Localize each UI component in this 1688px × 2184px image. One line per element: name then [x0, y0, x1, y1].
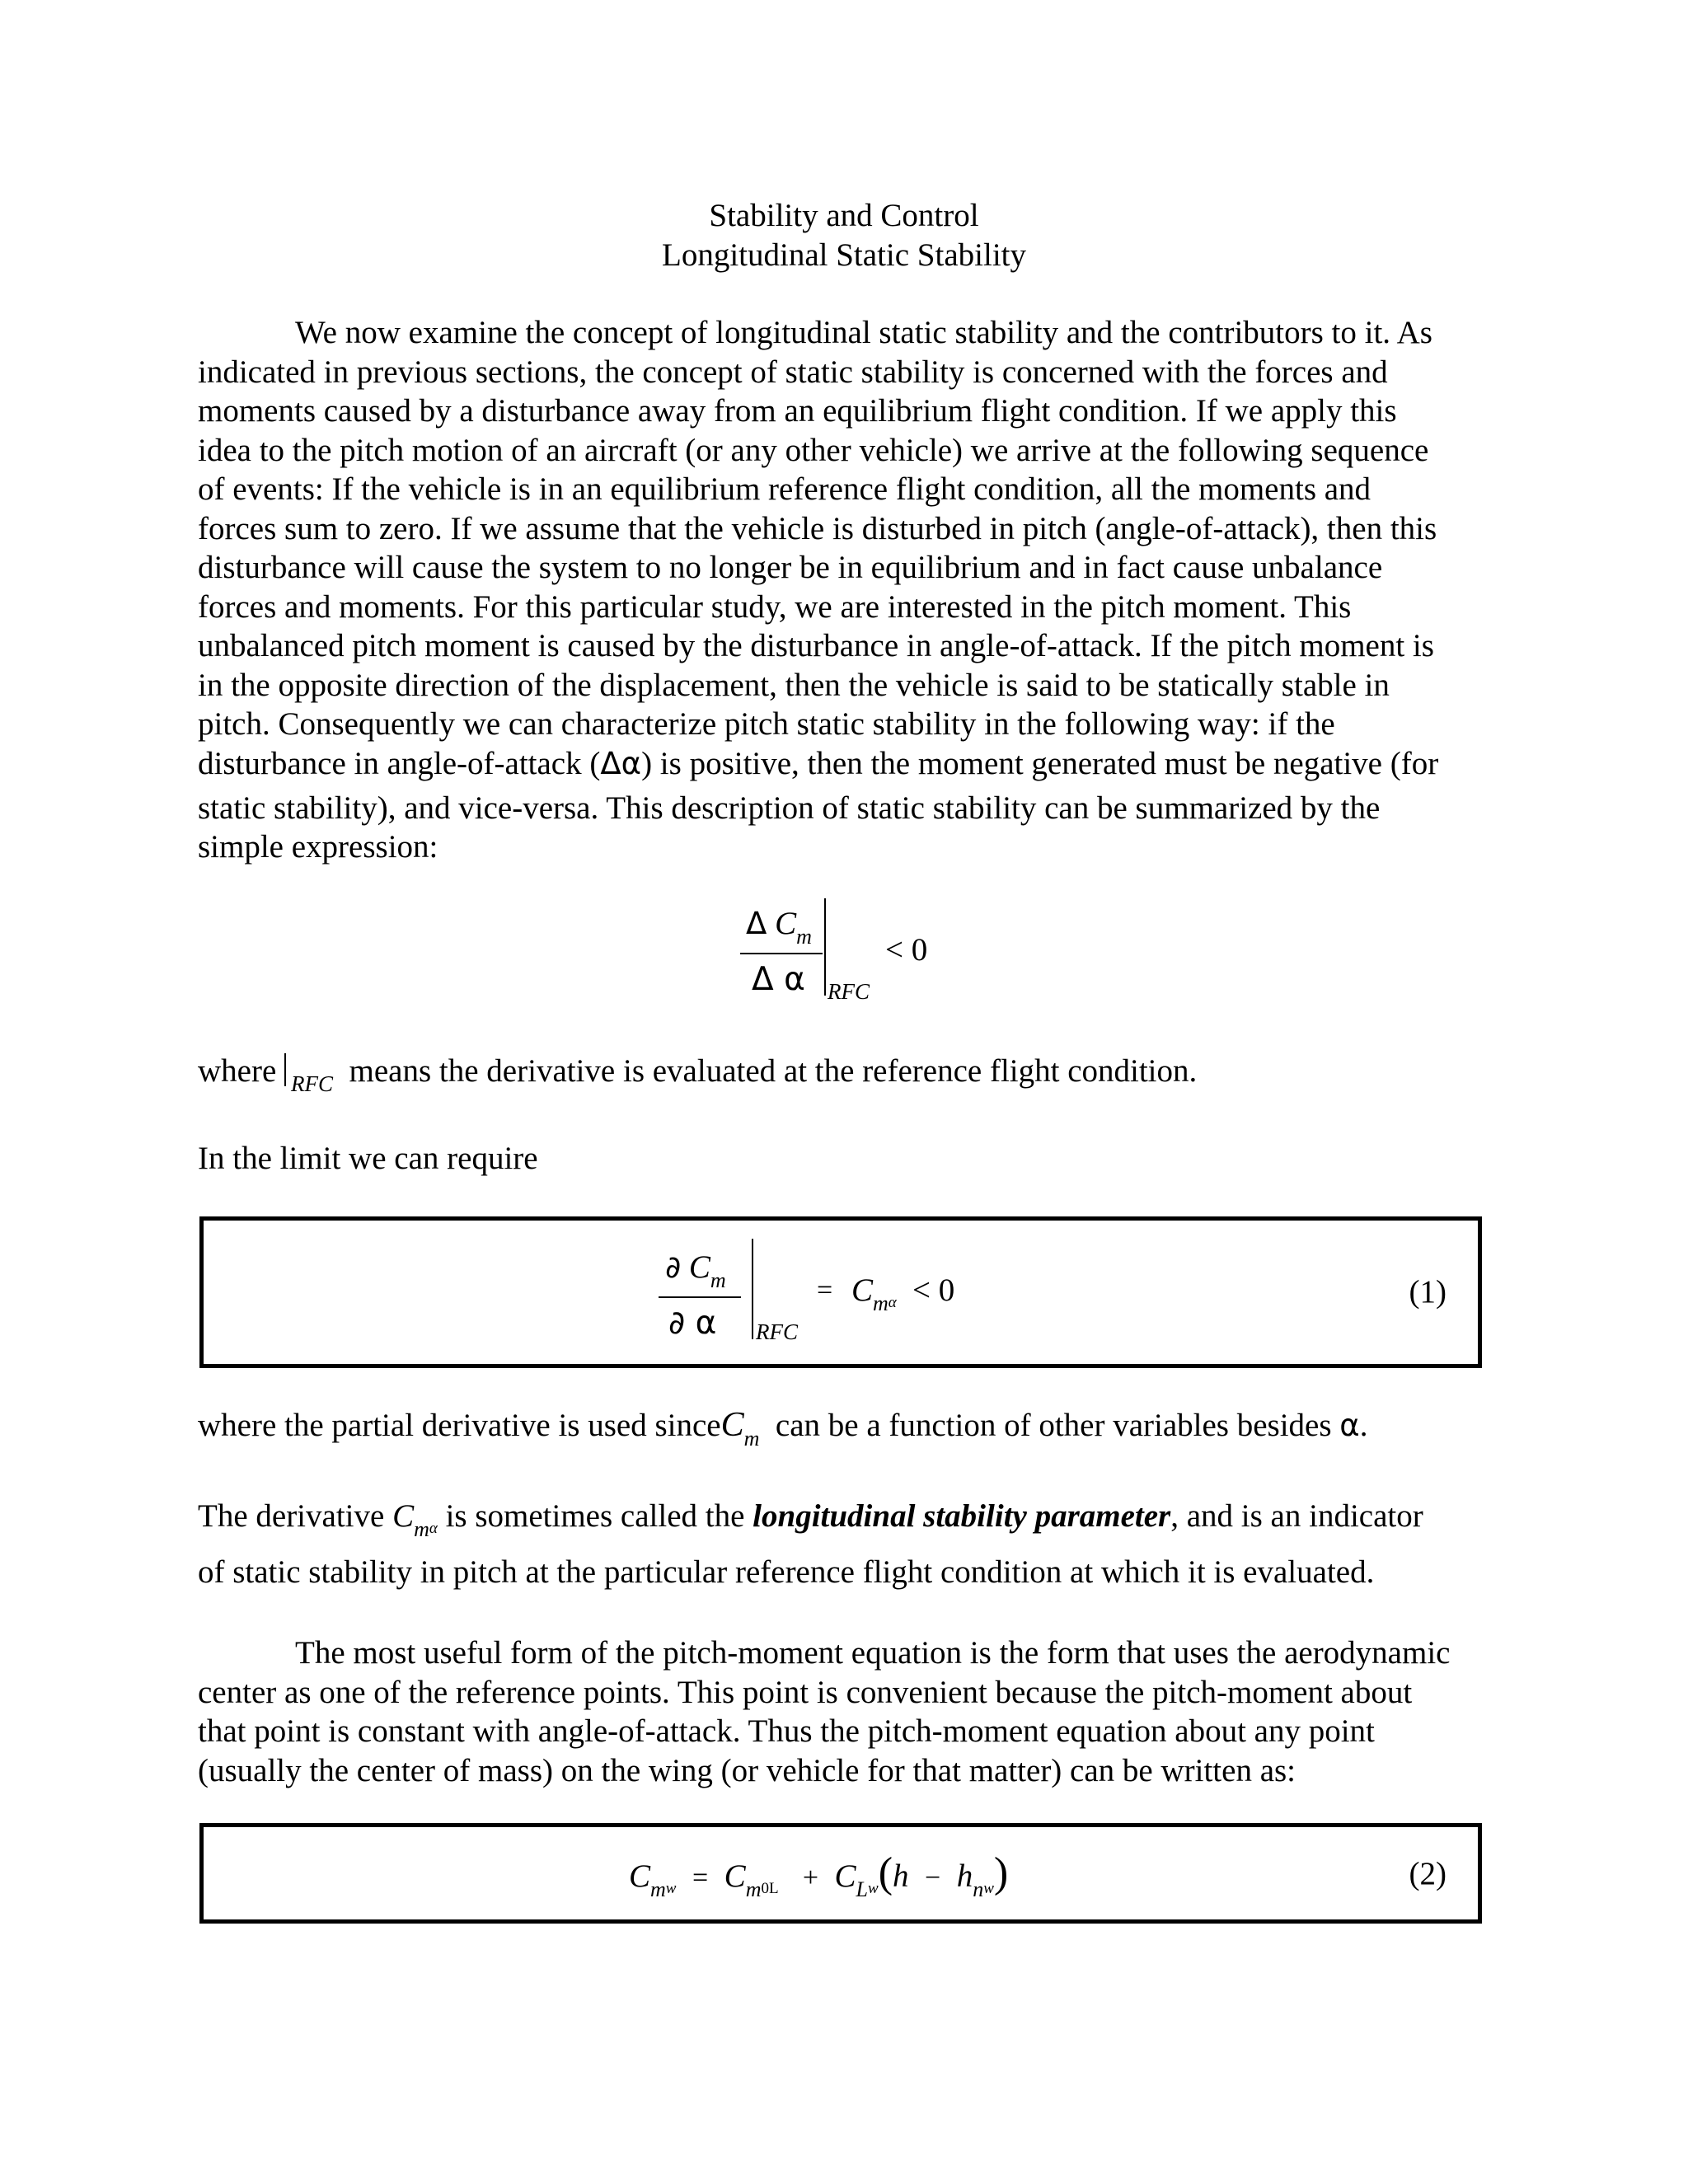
equation-number: (2)	[1409, 1856, 1447, 1891]
fraction-bar	[740, 953, 823, 954]
evaluation-bar	[824, 898, 826, 996]
subscript: n	[973, 1877, 984, 1901]
fraction-denominator: Δ α	[752, 961, 805, 998]
evaluation-bar	[284, 1053, 286, 1086]
sub-subscript: 0L	[761, 1880, 779, 1897]
paragraph-line: forces and moments. For this particular study, we are interested in the pitch moment. This	[198, 588, 1352, 625]
text-run: ) is positive, then the moment generated must be negative (for	[641, 745, 1439, 781]
paragraph-line: (usually the center of mass) on the wing (or vehicle for that matter) can be written as:	[198, 1752, 1296, 1788]
paragraph-line: static stability), and vice-versa. This description of static stability can be summarized by the	[198, 790, 1381, 826]
partial-derivative-note	[198, 1406, 1484, 1459]
sub-subscript: w	[868, 1880, 879, 1897]
inequality: < 0	[885, 932, 928, 968]
emphasized-term: longitudinal stability parameter	[753, 1498, 1171, 1534]
document-subtitle: Longitudinal Static Stability	[662, 237, 1026, 273]
sub-subscript: w	[665, 1880, 677, 1897]
equation-1-box	[199, 1216, 1482, 1368]
equals-sign: =	[692, 1863, 709, 1893]
fraction-denominator: ∂ α	[668, 1305, 717, 1342]
stability-parameter-paragraph	[198, 1497, 1484, 1592]
variable: C	[834, 1858, 856, 1894]
pitch-moment-equation	[629, 1849, 1008, 1902]
right-paren: )	[993, 1849, 1009, 1896]
intro-paragraph	[198, 313, 1484, 867]
partial-symbol: ∂	[665, 1249, 682, 1285]
text-run: can be a function of other variables besides	[775, 1408, 1332, 1443]
evaluation-subscript: RFC	[828, 979, 870, 1004]
variable: C	[851, 1272, 874, 1308]
paragraph-line: of events: If the vehicle is in an equilibrium reference flight condition, all the moments and	[198, 471, 1372, 507]
fraction-numerator	[746, 905, 812, 949]
subscript: m	[710, 1268, 726, 1292]
paragraph-line: pitch. Consequently we can characterize pitch static stability in the following way: if the	[198, 706, 1335, 742]
paragraph-line: simple expression:	[198, 829, 438, 865]
equation-number: (1)	[1409, 1274, 1447, 1310]
variable: h	[893, 1858, 909, 1894]
subscript: m	[873, 1291, 889, 1315]
text-run: where the partial derivative is used since	[198, 1408, 721, 1443]
delta-alpha-symbol: Δα	[600, 745, 642, 781]
fraction-numerator	[665, 1249, 726, 1293]
subscript: L	[856, 1877, 868, 1901]
plus-sign: +	[802, 1863, 819, 1893]
paragraph-line: We now examine the concept of longitudinal static stability and the contributors to it. As	[295, 315, 1432, 350]
text-run: .	[1359, 1408, 1368, 1443]
pitch-moment-paragraph	[198, 1633, 1484, 1790]
variable: C	[392, 1498, 415, 1534]
variable: C	[720, 1406, 744, 1444]
sub-subscript: w	[983, 1880, 994, 1897]
variable: C	[629, 1858, 651, 1894]
paragraph-line: that point is constant with angle-of-attack. Thus the pitch-moment equation about any point	[198, 1713, 1375, 1749]
paragraph-line: moments caused by a disturbance away from an equilibrium flight condition. If we apply this	[198, 393, 1397, 429]
paragraph-line	[198, 744, 1484, 789]
delta-symbol: Δ	[746, 906, 767, 941]
inequality: < 0	[912, 1272, 955, 1308]
paragraph-line: idea to the pitch motion of an aircraft (or any other vehicle) we arrive at the following sequence	[198, 432, 1429, 468]
rfc-explanation	[198, 1052, 1484, 1104]
paragraph-line: center as one of the reference points. This point is convenient because the pitch-moment about	[198, 1674, 1413, 1710]
subscript: m	[414, 1517, 429, 1541]
evaluation-bar	[752, 1239, 753, 1339]
subscript: m	[796, 925, 812, 949]
text-run: , and is an indicator	[1170, 1498, 1423, 1534]
equals-sign: =	[817, 1275, 833, 1305]
paragraph-line: of static stability in pitch at the particular reference flight condition at which it is evaluated.	[198, 1554, 1375, 1590]
sub-subscript: α	[429, 1520, 438, 1537]
limit-text: In the limit we can require	[198, 1141, 538, 1176]
paragraph-line: in the opposite direction of the displacement, then the vehicle is said to be statically stable in	[198, 667, 1390, 703]
minus-sign: −	[925, 1863, 941, 1893]
text-run: is sometimes called the	[445, 1498, 753, 1534]
subscript: m	[745, 1877, 762, 1901]
document-title: Stability and Control	[709, 198, 979, 233]
variable: C	[688, 1249, 710, 1285]
evaluation-subscript: RFC	[756, 1319, 798, 1344]
text-run: means the derivative is evaluated at the reference flight condition.	[349, 1053, 1198, 1089]
variable: C	[775, 906, 797, 941]
variable: C	[724, 1858, 746, 1894]
evaluation-subscript: RFC	[291, 1071, 334, 1096]
paragraph-line: unbalanced pitch moment is caused by the disturbance in angle-of-attack. If the pitch moment is	[198, 628, 1434, 663]
stability-derivative	[851, 1272, 897, 1316]
paragraph-line	[198, 1497, 1484, 1553]
text-run: The derivative	[198, 1498, 393, 1534]
paragraph-line: The most useful form of the pitch-moment equation is the form that uses the aerodynamic	[295, 1635, 1451, 1671]
equation-2-box	[199, 1823, 1482, 1924]
alpha-symbol: α	[1339, 1408, 1360, 1443]
variable: h	[956, 1858, 973, 1894]
sub-subscript: α	[888, 1294, 897, 1311]
subscript: m	[743, 1427, 760, 1451]
text-run: where	[198, 1053, 285, 1089]
subscript: m	[650, 1877, 666, 1901]
paragraph-line: indicated in previous sections, the concept of static stability is concerned with the forces and	[198, 354, 1388, 390]
fraction-bar	[659, 1296, 741, 1298]
paragraph-line: forces sum to zero. If we assume that the vehicle is disturbed in pitch (angle-of-attack), then this	[198, 510, 1437, 546]
text-run: disturbance in angle-of-attack (	[198, 745, 601, 781]
paragraph-line: disturbance will cause the system to no longer be in equilibrium and in fact cause unbalance	[198, 550, 1383, 585]
left-paren: (	[878, 1849, 893, 1896]
